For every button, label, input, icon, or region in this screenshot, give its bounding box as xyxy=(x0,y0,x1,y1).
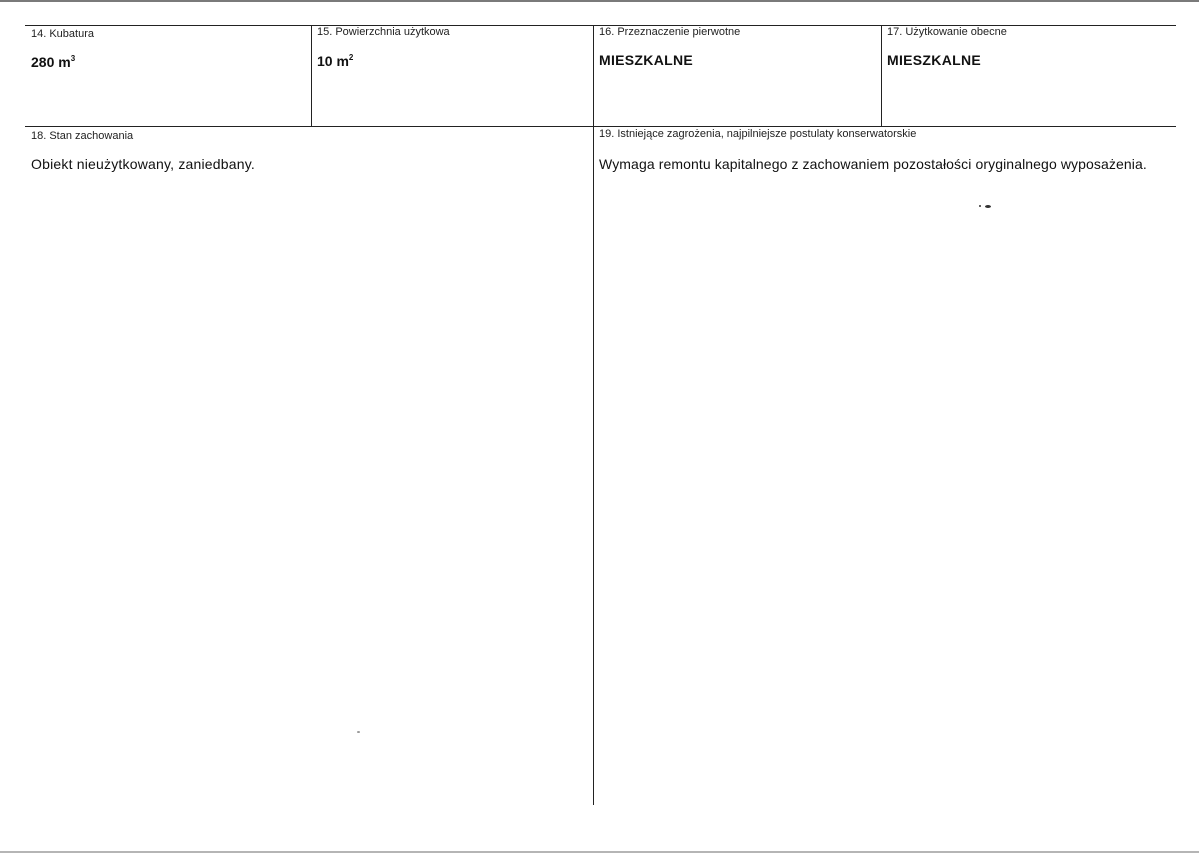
field-17-label: 17. Użytkowanie obecne xyxy=(887,26,1007,38)
field-18-value: Obiekt nieużytkowany, zaniedbany. xyxy=(31,156,255,172)
row-divider xyxy=(25,126,1176,127)
field-15-value: 10 $m^2$ xyxy=(317,53,354,69)
page-top-edge xyxy=(0,0,1199,2)
scan-speck xyxy=(979,205,981,207)
page-bottom-edge xyxy=(0,851,1199,853)
field-18-label: 18. Stan zachowania xyxy=(31,130,134,142)
field-15-label: 15. Powierzchnia użytkowa xyxy=(317,26,450,38)
column-divider-15 xyxy=(311,25,312,126)
column-divider-16 xyxy=(593,25,594,805)
scan-speck xyxy=(985,205,991,208)
field-14-value: 280 $m^3$ xyxy=(31,54,76,70)
field-19-value: Wymaga remontu kapitalnego z zachowaniem pozostałości oryginalnego wyposażenia. xyxy=(599,156,1147,172)
field-16-value: MIESZKALNE xyxy=(599,52,693,68)
column-divider-17 xyxy=(881,25,882,126)
field-16-label: 16. Przeznaczenie pierwotne xyxy=(599,26,741,38)
field-17-value: MIESZKALNE xyxy=(887,52,981,68)
scan-speck xyxy=(357,731,360,733)
field-14-label: 14. Kubatura xyxy=(31,28,94,40)
field-19-label: 19. Istniejące zagrożenia, najpilniejsze postulaty konserwatorskie xyxy=(599,128,917,140)
